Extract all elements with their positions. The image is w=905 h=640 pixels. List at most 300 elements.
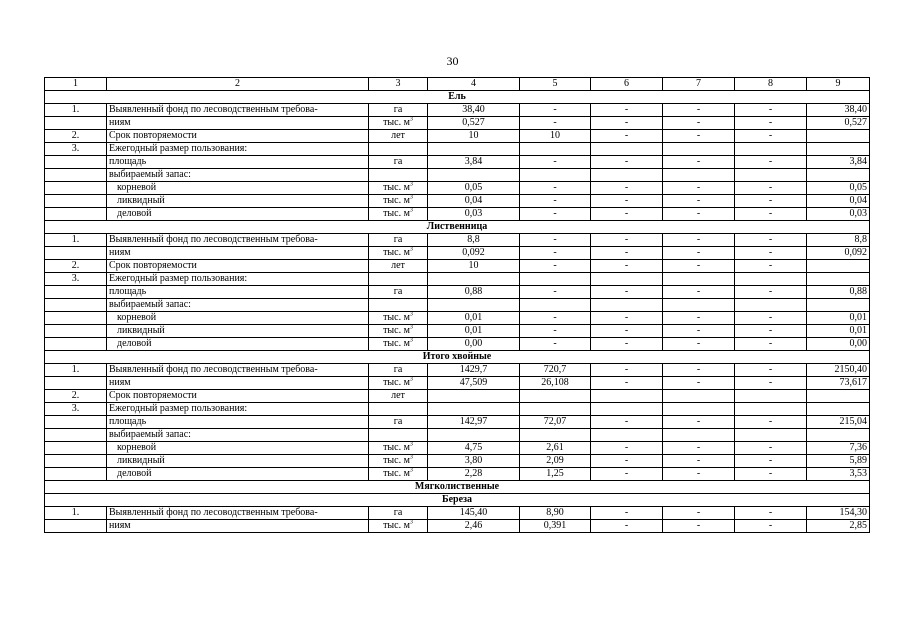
unit-exponent: 3 bbox=[409, 116, 413, 123]
header-cell: 9 bbox=[807, 78, 870, 91]
unit-cell bbox=[369, 520, 428, 533]
value-cell: - bbox=[591, 455, 663, 468]
header-cell: 2 bbox=[107, 78, 369, 91]
row-number-cell bbox=[45, 442, 107, 455]
value-cell bbox=[591, 403, 663, 416]
value-cell: - bbox=[520, 325, 591, 338]
indicator-cell: выбираемый запас: bbox=[107, 429, 369, 442]
value-cell: 47,509 bbox=[428, 377, 520, 390]
indicator-cell: ниям bbox=[107, 117, 369, 130]
value-cell bbox=[591, 429, 663, 442]
value-cell bbox=[520, 403, 591, 416]
indicator-cell: ниям bbox=[107, 377, 369, 390]
value-cell: 720,7 bbox=[520, 364, 591, 377]
forest-use-table bbox=[44, 77, 870, 533]
row-number-cell bbox=[45, 325, 107, 338]
value-cell: - bbox=[591, 130, 663, 143]
table-row bbox=[45, 455, 870, 468]
table-row bbox=[45, 260, 870, 273]
value-cell: - bbox=[735, 364, 807, 377]
value-cell bbox=[591, 390, 663, 403]
value-cell: - bbox=[735, 416, 807, 429]
table-row bbox=[45, 117, 870, 130]
value-cell: - bbox=[663, 455, 735, 468]
value-cell: - bbox=[735, 507, 807, 520]
table-row bbox=[45, 442, 870, 455]
unit-text: тыс. м bbox=[383, 208, 410, 219]
total-cell: 7,36 bbox=[807, 442, 870, 455]
unit-cell bbox=[369, 247, 428, 260]
row-number-cell bbox=[45, 195, 107, 208]
unit-text: тыс. м bbox=[383, 195, 410, 206]
section-title: Мягколиственные bbox=[45, 481, 870, 494]
unit-cell: га bbox=[369, 234, 428, 247]
unit-text: тыс. м bbox=[383, 442, 410, 453]
total-cell: 0,01 bbox=[807, 325, 870, 338]
value-cell bbox=[663, 169, 735, 182]
section-title: Лиственница bbox=[45, 221, 870, 234]
indicator-cell: Срок повторяемости bbox=[107, 130, 369, 143]
value-cell bbox=[735, 429, 807, 442]
value-cell: - bbox=[591, 507, 663, 520]
table-row bbox=[45, 182, 870, 195]
value-cell: - bbox=[663, 195, 735, 208]
table-row bbox=[45, 364, 870, 377]
total-cell: 0,04 bbox=[807, 195, 870, 208]
value-cell bbox=[735, 403, 807, 416]
section-header-row bbox=[45, 221, 870, 234]
value-cell: - bbox=[663, 104, 735, 117]
value-cell bbox=[520, 299, 591, 312]
indicator-cell: деловой bbox=[107, 338, 369, 351]
table-row bbox=[45, 416, 870, 429]
value-cell: - bbox=[520, 117, 591, 130]
unit-cell bbox=[369, 195, 428, 208]
total-cell bbox=[807, 273, 870, 286]
table-row bbox=[45, 507, 870, 520]
indicator-cell: Ежегодный размер пользования: bbox=[107, 403, 369, 416]
unit-text: тыс. м bbox=[383, 520, 410, 531]
table-row bbox=[45, 325, 870, 338]
row-number-cell bbox=[45, 169, 107, 182]
unit-exponent: 3 bbox=[409, 337, 413, 344]
header-cell: 8 bbox=[735, 78, 807, 91]
value-cell: - bbox=[735, 455, 807, 468]
value-cell: - bbox=[520, 208, 591, 221]
unit-cell: га bbox=[369, 416, 428, 429]
indicator-cell: площадь bbox=[107, 156, 369, 169]
value-cell: 1,25 bbox=[520, 468, 591, 481]
value-cell: 2,09 bbox=[520, 455, 591, 468]
row-number-cell bbox=[45, 377, 107, 390]
value-cell: - bbox=[663, 260, 735, 273]
value-cell: - bbox=[663, 325, 735, 338]
value-cell bbox=[591, 273, 663, 286]
indicator-cell: ниям bbox=[107, 247, 369, 260]
value-cell: - bbox=[735, 208, 807, 221]
table-row bbox=[45, 143, 870, 156]
unit-cell bbox=[369, 208, 428, 221]
value-cell: - bbox=[591, 234, 663, 247]
value-cell: - bbox=[591, 468, 663, 481]
unit-cell: га bbox=[369, 104, 428, 117]
unit-cell bbox=[369, 442, 428, 455]
header-cell: 7 bbox=[663, 78, 735, 91]
total-cell: 73,617 bbox=[807, 377, 870, 390]
table-row bbox=[45, 208, 870, 221]
value-cell bbox=[591, 299, 663, 312]
unit-cell bbox=[369, 468, 428, 481]
value-cell: - bbox=[520, 312, 591, 325]
value-cell: - bbox=[735, 338, 807, 351]
value-cell bbox=[735, 169, 807, 182]
total-cell: 5,89 bbox=[807, 455, 870, 468]
value-cell: 0,391 bbox=[520, 520, 591, 533]
header-row bbox=[45, 78, 870, 91]
value-cell: - bbox=[735, 377, 807, 390]
page-number: 30 bbox=[446, 54, 459, 68]
value-cell bbox=[663, 403, 735, 416]
table-row bbox=[45, 299, 870, 312]
row-number-cell: 2. bbox=[45, 390, 107, 403]
value-cell: - bbox=[520, 286, 591, 299]
unit-cell bbox=[369, 455, 428, 468]
unit-text: тыс. м bbox=[383, 377, 410, 388]
value-cell: - bbox=[735, 325, 807, 338]
value-cell: - bbox=[591, 325, 663, 338]
value-cell: - bbox=[591, 195, 663, 208]
value-cell: - bbox=[591, 416, 663, 429]
indicator-cell: Ежегодный размер пользования: bbox=[107, 273, 369, 286]
row-number-cell: 3. bbox=[45, 143, 107, 156]
value-cell bbox=[428, 429, 520, 442]
unit-exponent: 3 bbox=[409, 311, 413, 318]
indicator-cell: корневой bbox=[107, 442, 369, 455]
indicator-cell: Выявленный фонд по лесоводственным требова- bbox=[107, 364, 369, 377]
value-cell bbox=[735, 390, 807, 403]
value-cell: - bbox=[591, 208, 663, 221]
unit-text: тыс. м bbox=[383, 338, 410, 349]
value-cell: 4,75 bbox=[428, 442, 520, 455]
table-row bbox=[45, 338, 870, 351]
unit-exponent: 3 bbox=[409, 519, 413, 526]
value-cell: - bbox=[591, 104, 663, 117]
row-number-cell bbox=[45, 520, 107, 533]
row-number-cell: 1. bbox=[45, 364, 107, 377]
value-cell: - bbox=[735, 442, 807, 455]
header-cell: 4 bbox=[428, 78, 520, 91]
unit-text: тыс. м bbox=[383, 312, 410, 323]
value-cell: - bbox=[663, 156, 735, 169]
row-number-cell bbox=[45, 182, 107, 195]
value-cell: - bbox=[591, 182, 663, 195]
value-cell: - bbox=[520, 247, 591, 260]
value-cell: - bbox=[520, 234, 591, 247]
unit-cell bbox=[369, 273, 428, 286]
table-row bbox=[45, 403, 870, 416]
total-cell bbox=[807, 429, 870, 442]
value-cell: 38,40 bbox=[428, 104, 520, 117]
value-cell: 0,03 bbox=[428, 208, 520, 221]
total-cell: 0,092 bbox=[807, 247, 870, 260]
indicator-cell: выбираемый запас: bbox=[107, 169, 369, 182]
header-cell: 1 bbox=[45, 78, 107, 91]
table-row bbox=[45, 286, 870, 299]
unit-exponent: 3 bbox=[409, 246, 413, 253]
value-cell bbox=[663, 273, 735, 286]
value-cell bbox=[428, 273, 520, 286]
total-cell: 0,527 bbox=[807, 117, 870, 130]
unit-exponent: 3 bbox=[409, 207, 413, 214]
value-cell: - bbox=[663, 364, 735, 377]
value-cell: 8,8 bbox=[428, 234, 520, 247]
table-row bbox=[45, 169, 870, 182]
value-cell: - bbox=[520, 182, 591, 195]
value-cell: - bbox=[663, 312, 735, 325]
total-cell: 0,88 bbox=[807, 286, 870, 299]
table-row bbox=[45, 156, 870, 169]
row-number-cell: 3. bbox=[45, 273, 107, 286]
value-cell: 26,108 bbox=[520, 377, 591, 390]
unit-cell: га bbox=[369, 286, 428, 299]
value-cell: - bbox=[735, 234, 807, 247]
row-number-cell bbox=[45, 208, 107, 221]
unit-cell bbox=[369, 117, 428, 130]
row-number-cell bbox=[45, 455, 107, 468]
total-cell: 2150,40 bbox=[807, 364, 870, 377]
table-row bbox=[45, 195, 870, 208]
unit-cell bbox=[369, 325, 428, 338]
indicator-cell: Срок повторяемости bbox=[107, 260, 369, 273]
value-cell bbox=[591, 143, 663, 156]
section-title: Береза bbox=[45, 494, 870, 507]
row-number-cell bbox=[45, 299, 107, 312]
section-title: Итого хвойные bbox=[45, 351, 870, 364]
value-cell: 2,61 bbox=[520, 442, 591, 455]
row-number-cell bbox=[45, 416, 107, 429]
unit-cell bbox=[369, 377, 428, 390]
value-cell: - bbox=[663, 416, 735, 429]
value-cell: - bbox=[735, 195, 807, 208]
value-cell: - bbox=[591, 442, 663, 455]
value-cell: - bbox=[520, 104, 591, 117]
value-cell: 72,07 bbox=[520, 416, 591, 429]
value-cell: - bbox=[735, 156, 807, 169]
unit-cell: га bbox=[369, 507, 428, 520]
total-cell: 0,00 bbox=[807, 338, 870, 351]
value-cell: - bbox=[591, 338, 663, 351]
value-cell bbox=[428, 403, 520, 416]
value-cell: - bbox=[663, 520, 735, 533]
value-cell: - bbox=[663, 247, 735, 260]
value-cell bbox=[520, 143, 591, 156]
indicator-cell: деловой bbox=[107, 208, 369, 221]
value-cell bbox=[520, 390, 591, 403]
value-cell: 0,00 bbox=[428, 338, 520, 351]
value-cell: - bbox=[663, 234, 735, 247]
value-cell: - bbox=[591, 520, 663, 533]
row-number-cell: 1. bbox=[45, 234, 107, 247]
value-cell: - bbox=[591, 260, 663, 273]
total-cell bbox=[807, 390, 870, 403]
value-cell: 10 bbox=[428, 260, 520, 273]
value-cell: - bbox=[591, 312, 663, 325]
value-cell bbox=[428, 143, 520, 156]
row-number-cell: 1. bbox=[45, 104, 107, 117]
value-cell bbox=[663, 429, 735, 442]
unit-exponent: 3 bbox=[409, 181, 413, 188]
indicator-cell: площадь bbox=[107, 416, 369, 429]
section-header-row bbox=[45, 494, 870, 507]
total-cell bbox=[807, 143, 870, 156]
value-cell: - bbox=[663, 442, 735, 455]
total-cell: 0,03 bbox=[807, 208, 870, 221]
value-cell bbox=[520, 169, 591, 182]
value-cell: 0,527 bbox=[428, 117, 520, 130]
value-cell: - bbox=[735, 520, 807, 533]
value-cell: - bbox=[591, 377, 663, 390]
unit-exponent: 3 bbox=[409, 324, 413, 331]
unit-exponent: 3 bbox=[409, 467, 413, 474]
unit-cell bbox=[369, 182, 428, 195]
total-cell: 3,53 bbox=[807, 468, 870, 481]
total-cell: 38,40 bbox=[807, 104, 870, 117]
row-number-cell bbox=[45, 117, 107, 130]
value-cell bbox=[428, 390, 520, 403]
unit-text: тыс. м bbox=[383, 117, 410, 128]
value-cell: - bbox=[735, 247, 807, 260]
value-cell: 2,46 bbox=[428, 520, 520, 533]
value-cell bbox=[428, 299, 520, 312]
unit-cell bbox=[369, 429, 428, 442]
total-cell: 2,85 bbox=[807, 520, 870, 533]
row-number-cell: 2. bbox=[45, 260, 107, 273]
unit-cell: га bbox=[369, 156, 428, 169]
value-cell: - bbox=[663, 338, 735, 351]
indicator-cell: Выявленный фонд по лесоводственным требова- bbox=[107, 104, 369, 117]
value-cell: - bbox=[663, 377, 735, 390]
unit-text: тыс. м bbox=[383, 455, 410, 466]
header-cell: 5 bbox=[520, 78, 591, 91]
table-row bbox=[45, 247, 870, 260]
value-cell: 3,84 bbox=[428, 156, 520, 169]
value-cell bbox=[735, 299, 807, 312]
value-cell: - bbox=[520, 156, 591, 169]
row-number-cell bbox=[45, 468, 107, 481]
table-row bbox=[45, 377, 870, 390]
indicator-cell: деловой bbox=[107, 468, 369, 481]
header-cell: 6 bbox=[591, 78, 663, 91]
row-number-cell: 3. bbox=[45, 403, 107, 416]
unit-cell bbox=[369, 143, 428, 156]
indicator-cell: Выявленный фонд по лесоводственным требова- bbox=[107, 234, 369, 247]
value-cell: 142,97 bbox=[428, 416, 520, 429]
unit-exponent: 3 bbox=[409, 441, 413, 448]
value-cell: 3,80 bbox=[428, 455, 520, 468]
table-row bbox=[45, 429, 870, 442]
total-cell: 0,05 bbox=[807, 182, 870, 195]
value-cell bbox=[735, 273, 807, 286]
value-cell: - bbox=[663, 182, 735, 195]
indicator-cell: корневой bbox=[107, 312, 369, 325]
value-cell bbox=[520, 429, 591, 442]
section-header-row bbox=[45, 351, 870, 364]
unit-cell bbox=[369, 169, 428, 182]
row-number-cell bbox=[45, 156, 107, 169]
value-cell: - bbox=[663, 130, 735, 143]
unit-cell bbox=[369, 312, 428, 325]
value-cell: 145,40 bbox=[428, 507, 520, 520]
total-cell bbox=[807, 130, 870, 143]
value-cell: - bbox=[735, 182, 807, 195]
total-cell bbox=[807, 403, 870, 416]
value-cell: - bbox=[735, 468, 807, 481]
indicator-cell: площадь bbox=[107, 286, 369, 299]
value-cell: 0,04 bbox=[428, 195, 520, 208]
value-cell: - bbox=[735, 312, 807, 325]
value-cell: 0,01 bbox=[428, 325, 520, 338]
value-cell: 8,90 bbox=[520, 507, 591, 520]
row-number-cell bbox=[45, 312, 107, 325]
value-cell: - bbox=[663, 507, 735, 520]
value-cell bbox=[663, 299, 735, 312]
value-cell: 10 bbox=[428, 130, 520, 143]
value-cell: - bbox=[591, 364, 663, 377]
total-cell bbox=[807, 299, 870, 312]
indicator-cell: Срок повторяемости bbox=[107, 390, 369, 403]
table-row bbox=[45, 104, 870, 117]
indicator-cell: Ежегодный размер пользования: bbox=[107, 143, 369, 156]
value-cell: 0,88 bbox=[428, 286, 520, 299]
row-number-cell: 1. bbox=[45, 507, 107, 520]
unit-exponent: 3 bbox=[409, 194, 413, 201]
value-cell: 0,05 bbox=[428, 182, 520, 195]
value-cell bbox=[663, 390, 735, 403]
total-cell: 0,01 bbox=[807, 312, 870, 325]
value-cell: - bbox=[591, 117, 663, 130]
table-row bbox=[45, 130, 870, 143]
value-cell: 2,28 bbox=[428, 468, 520, 481]
total-cell: 215,04 bbox=[807, 416, 870, 429]
unit-exponent: 3 bbox=[409, 376, 413, 383]
value-cell: - bbox=[663, 286, 735, 299]
table-row bbox=[45, 312, 870, 325]
row-number-cell bbox=[45, 286, 107, 299]
value-cell: 0,092 bbox=[428, 247, 520, 260]
unit-cell: лет bbox=[369, 260, 428, 273]
value-cell: 1429,7 bbox=[428, 364, 520, 377]
value-cell bbox=[663, 143, 735, 156]
value-cell bbox=[428, 169, 520, 182]
value-cell: - bbox=[735, 104, 807, 117]
unit-cell: га bbox=[369, 364, 428, 377]
value-cell: - bbox=[591, 247, 663, 260]
value-cell: - bbox=[520, 338, 591, 351]
total-cell: 154,30 bbox=[807, 507, 870, 520]
row-number-cell bbox=[45, 247, 107, 260]
value-cell bbox=[520, 273, 591, 286]
value-cell: - bbox=[663, 208, 735, 221]
row-number-cell bbox=[45, 429, 107, 442]
section-header-row bbox=[45, 91, 870, 104]
unit-text: тыс. м bbox=[383, 247, 410, 258]
total-cell: 3,84 bbox=[807, 156, 870, 169]
value-cell: 0,01 bbox=[428, 312, 520, 325]
section-header-row bbox=[45, 481, 870, 494]
table-row bbox=[45, 234, 870, 247]
section-title: Ель bbox=[45, 91, 870, 104]
table-row bbox=[45, 520, 870, 533]
